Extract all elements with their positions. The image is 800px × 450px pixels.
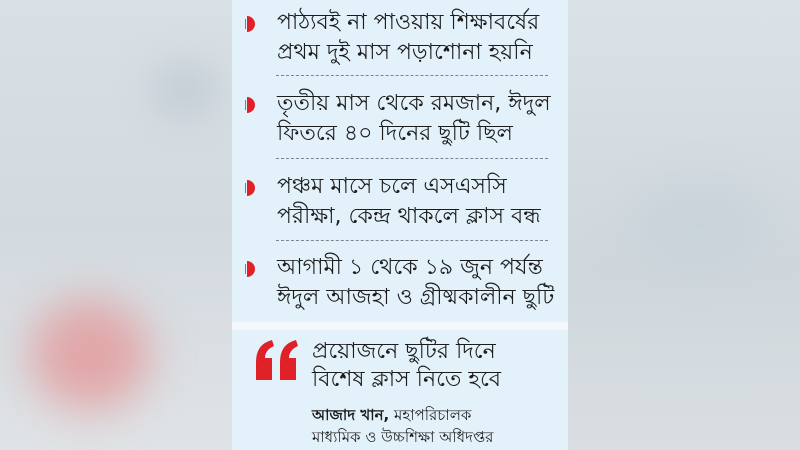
blurred-background-shape [628, 180, 768, 270]
dashed-divider [276, 75, 548, 76]
quote-text [312, 338, 562, 394]
dashed-divider [276, 240, 548, 241]
list-item-line: ফিতরে ৪০ দিনের ছুটি ছিল [277, 121, 513, 146]
list-item-line: পরীক্ষা, কেন্দ্র থাকলে ক্লাস বন্ধ [277, 204, 541, 229]
quote-mark-icon [252, 338, 300, 380]
list-item-line: আগামী ১ থেকে ১৯ জুন পর্যন্ত [277, 255, 543, 280]
quote-attribution [312, 404, 562, 448]
half-circle-bullet-icon [245, 97, 259, 113]
list-item-text [277, 8, 562, 68]
list-item [232, 172, 568, 228]
quote-author-role: মহাপরিচালক [394, 406, 472, 424]
quote-line: বিশেষ ক্লাস নিতে হবে [312, 367, 502, 392]
list-item [232, 8, 568, 64]
half-circle-bullet-icon [245, 16, 259, 32]
quote-author-org: মাধ্যমিক ও উচ্চশিক্ষা অধিদপ্তর [312, 428, 494, 446]
list-item-line: ঈদুল আজহা ও গ্রীষ্মকালীন ছুটি [277, 285, 555, 310]
list-item-text [277, 172, 562, 232]
half-circle-bullet-icon [245, 261, 259, 277]
dashed-divider [276, 158, 548, 159]
quote-author: আজাদ খান, [312, 406, 390, 424]
section-separator [232, 322, 568, 330]
list-item [232, 89, 568, 145]
half-circle-bullet-icon [245, 180, 259, 196]
info-panel [232, 0, 568, 450]
list-item-line: পঞ্চম মাসে চলে এসএসসি [277, 174, 507, 199]
list-item-line: পাঠ্যবই না পাওয়ায় শিক্ষাবর্ষের [277, 10, 540, 35]
quote-line: প্রয়োজনে ছুটির দিনে [312, 339, 496, 364]
list-item-line: প্রথম দুই মাস পড়াশোনা হয়নি [277, 40, 533, 65]
quote-section [232, 330, 568, 450]
background-right [568, 0, 800, 450]
list-item-text [277, 253, 562, 313]
list-item-text [277, 89, 562, 149]
list-item [232, 253, 568, 309]
list-item-line: তৃতীয় মাস থেকে রমজান, ঈদুল [277, 91, 551, 116]
background-left [0, 0, 232, 450]
blurred-background-shape [30, 300, 150, 410]
blurred-background-shape [150, 60, 220, 120]
bullet-list [232, 0, 568, 322]
